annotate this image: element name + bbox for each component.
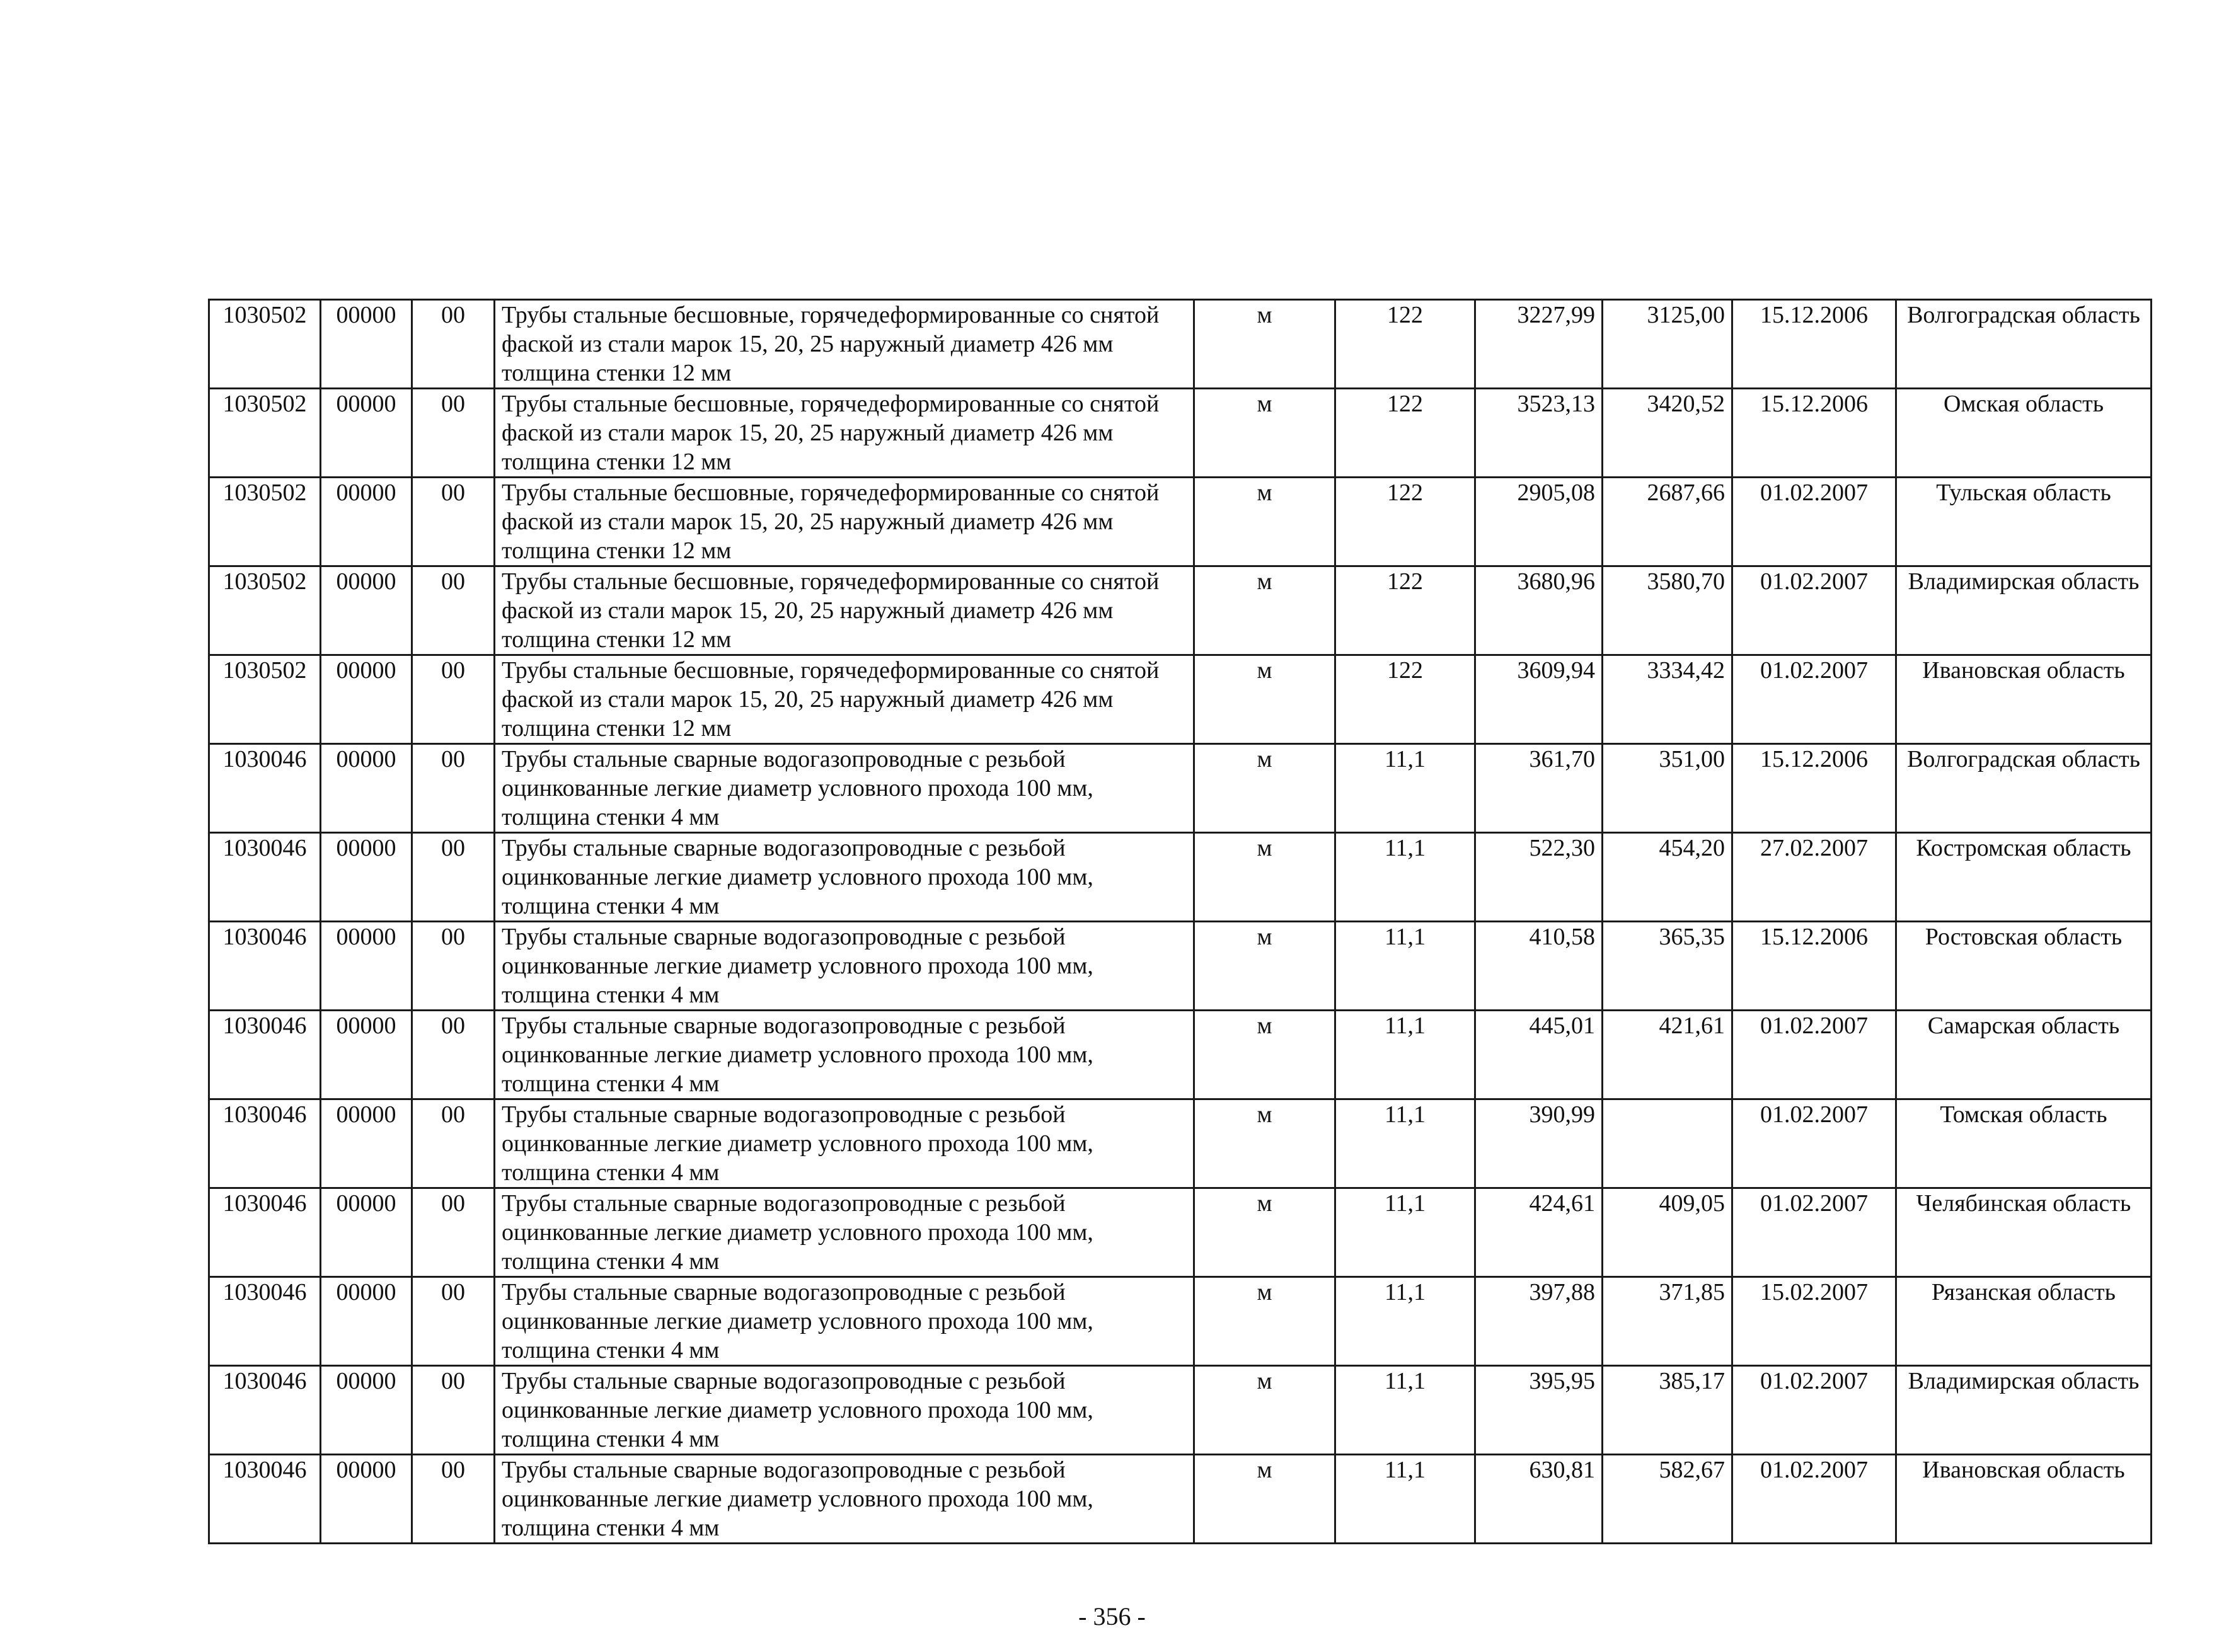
resource-code-cell: 1030046 — [209, 1099, 321, 1188]
price-cell: 522,30 — [1475, 833, 1603, 922]
region-cell: Омская область — [1896, 389, 2152, 478]
norm-cell: 122 — [1335, 566, 1475, 655]
price-alt-cell: 409,05 — [1603, 1188, 1732, 1277]
table-row — [209, 566, 2152, 655]
date-cell: 01.02.2007 — [1732, 478, 1896, 566]
table-row — [209, 922, 2152, 1011]
norm-cell: 11,1 — [1335, 922, 1475, 1011]
date-cell: 01.02.2007 — [1732, 1455, 1896, 1544]
price-cell: 630,81 — [1475, 1455, 1603, 1544]
price-cell: 3609,94 — [1475, 655, 1603, 744]
price-cell: 2905,08 — [1475, 478, 1603, 566]
table-row — [209, 1099, 2152, 1188]
resource-code-cell: 1030046 — [209, 744, 321, 833]
norm-cell: 122 — [1335, 300, 1475, 389]
sub-code-cell: 00000 — [321, 744, 412, 833]
unit-cell: м — [1194, 1455, 1335, 1544]
price-cell: 424,61 — [1475, 1188, 1603, 1277]
unit-cell: м — [1194, 833, 1335, 922]
suffix-code-cell: 00 — [412, 744, 495, 833]
price-cell: 3680,96 — [1475, 566, 1603, 655]
region-cell: Ивановская область — [1896, 1455, 2152, 1544]
unit-cell: м — [1194, 1188, 1335, 1277]
resource-code-cell: 1030046 — [209, 1011, 321, 1099]
suffix-code-cell: 00 — [412, 833, 495, 922]
price-cell: 361,70 — [1475, 744, 1603, 833]
region-cell: Томская область — [1896, 1099, 2152, 1188]
unit-cell: м — [1194, 389, 1335, 478]
table-row — [209, 744, 2152, 833]
suffix-code-cell: 00 — [412, 922, 495, 1011]
unit-cell: м — [1194, 478, 1335, 566]
suffix-code-cell: 00 — [412, 1188, 495, 1277]
date-cell: 15.02.2007 — [1732, 1277, 1896, 1366]
region-cell: Самарская область — [1896, 1011, 2152, 1099]
suffix-code-cell: 00 — [412, 478, 495, 566]
norm-cell: 122 — [1335, 389, 1475, 478]
table-row — [209, 833, 2152, 922]
material-name-cell: Трубы стальные сварные водогазопроводные с резьбой оцинкованные легкие диаметр условного прохода 100 мм, толщина стенки 4 мм — [495, 1455, 1194, 1544]
date-cell: 15.12.2006 — [1732, 300, 1896, 389]
suffix-code-cell: 00 — [412, 1366, 495, 1455]
material-name-cell: Трубы стальные сварные водогазопроводные с резьбой оцинкованные легкие диаметр условного прохода 100 мм, толщина стенки 4 мм — [495, 1099, 1194, 1188]
price-alt-cell: 385,17 — [1603, 1366, 1732, 1455]
table-row — [209, 1455, 2152, 1544]
date-cell: 27.02.2007 — [1732, 833, 1896, 922]
region-cell: Челябинская область — [1896, 1188, 2152, 1277]
unit-cell: м — [1194, 655, 1335, 744]
price-alt-cell: 3125,00 — [1603, 300, 1732, 389]
resource-code-cell: 1030046 — [209, 1366, 321, 1455]
date-cell: 01.02.2007 — [1732, 655, 1896, 744]
sub-code-cell: 00000 — [321, 1277, 412, 1366]
resource-code-cell: 1030502 — [209, 300, 321, 389]
suffix-code-cell: 00 — [412, 1011, 495, 1099]
price-alt-cell: 454,20 — [1603, 833, 1732, 922]
region-cell: Владимирская область — [1896, 1366, 2152, 1455]
unit-cell: м — [1194, 300, 1335, 389]
resource-code-cell: 1030046 — [209, 833, 321, 922]
norm-cell: 11,1 — [1335, 1188, 1475, 1277]
region-cell: Волгоградская область — [1896, 300, 2152, 389]
region-cell: Ивановская область — [1896, 655, 2152, 744]
table-row — [209, 389, 2152, 478]
material-name-cell: Трубы стальные сварные водогазопроводные с резьбой оцинкованные легкие диаметр условного прохода 100 мм, толщина стенки 4 мм — [495, 1366, 1194, 1455]
unit-cell: м — [1194, 744, 1335, 833]
table-row — [209, 1011, 2152, 1099]
suffix-code-cell: 00 — [412, 1455, 495, 1544]
region-cell: Рязанская область — [1896, 1277, 2152, 1366]
price-alt-cell: 2687,66 — [1603, 478, 1732, 566]
price-cell: 3523,13 — [1475, 389, 1603, 478]
resource-code-cell: 1030046 — [209, 1277, 321, 1366]
unit-cell: м — [1194, 1011, 1335, 1099]
norm-cell: 122 — [1335, 655, 1475, 744]
date-cell: 15.12.2006 — [1732, 744, 1896, 833]
suffix-code-cell: 00 — [412, 566, 495, 655]
price-alt-cell — [1603, 1099, 1732, 1188]
sub-code-cell: 00000 — [321, 655, 412, 744]
norm-cell: 11,1 — [1335, 833, 1475, 922]
price-alt-cell: 365,35 — [1603, 922, 1732, 1011]
suffix-code-cell: 00 — [412, 389, 495, 478]
price-alt-cell: 351,00 — [1603, 744, 1732, 833]
price-cell: 445,01 — [1475, 1011, 1603, 1099]
norm-cell: 122 — [1335, 478, 1475, 566]
unit-cell: м — [1194, 1366, 1335, 1455]
price-cell: 3227,99 — [1475, 300, 1603, 389]
table-row — [209, 300, 2152, 389]
date-cell: 01.02.2007 — [1732, 1188, 1896, 1277]
resource-code-cell: 1030502 — [209, 389, 321, 478]
sub-code-cell: 00000 — [321, 1099, 412, 1188]
material-name-cell: Трубы стальные бесшовные, горячедеформированные со снятой фаской из стали марок 15, 20, 25 наружный диаметр 426 мм толщина стенки 12 мм — [495, 478, 1194, 566]
sub-code-cell: 00000 — [321, 833, 412, 922]
price-alt-cell: 371,85 — [1603, 1277, 1732, 1366]
region-cell: Костромская область — [1896, 833, 2152, 922]
sub-code-cell: 00000 — [321, 1188, 412, 1277]
resource-code-cell: 1030046 — [209, 922, 321, 1011]
suffix-code-cell: 00 — [412, 1277, 495, 1366]
unit-cell: м — [1194, 1277, 1335, 1366]
material-name-cell: Трубы стальные бесшовные, горячедеформированные со снятой фаской из стали марок 15, 20, 25 наружный диаметр 426 мм толщина стенки 12 мм — [495, 566, 1194, 655]
sub-code-cell: 00000 — [321, 922, 412, 1011]
sub-code-cell: 00000 — [321, 1455, 412, 1544]
price-cell: 397,88 — [1475, 1277, 1603, 1366]
suffix-code-cell: 00 — [412, 655, 495, 744]
price-alt-cell: 582,67 — [1603, 1455, 1732, 1544]
resource-code-cell: 1030502 — [209, 655, 321, 744]
material-name-cell: Трубы стальные сварные водогазопроводные с резьбой оцинкованные легкие диаметр условного прохода 100 мм, толщина стенки 4 мм — [495, 922, 1194, 1011]
date-cell: 01.02.2007 — [1732, 566, 1896, 655]
date-cell: 15.12.2006 — [1732, 922, 1896, 1011]
table-row — [209, 1277, 2152, 1366]
table-row — [209, 478, 2152, 566]
price-alt-cell: 3580,70 — [1603, 566, 1732, 655]
sub-code-cell: 00000 — [321, 1366, 412, 1455]
date-cell: 15.12.2006 — [1732, 389, 1896, 478]
suffix-code-cell: 00 — [412, 1099, 495, 1188]
sub-code-cell: 00000 — [321, 1011, 412, 1099]
table-row — [209, 1188, 2152, 1277]
unit-cell: м — [1194, 1099, 1335, 1188]
norm-cell: 11,1 — [1335, 1011, 1475, 1099]
material-name-cell: Трубы стальные сварные водогазопроводные с резьбой оцинкованные легкие диаметр условного прохода 100 мм, толщина стенки 4 мм — [495, 744, 1194, 833]
suffix-code-cell: 00 — [412, 300, 495, 389]
sub-code-cell: 00000 — [321, 478, 412, 566]
region-cell: Тульская область — [1896, 478, 2152, 566]
price-alt-cell: 3420,52 — [1603, 389, 1732, 478]
resource-code-cell: 1030502 — [209, 566, 321, 655]
resource-code-cell: 1030046 — [209, 1455, 321, 1544]
norm-cell: 11,1 — [1335, 744, 1475, 833]
table-row — [209, 655, 2152, 744]
price-cell: 395,95 — [1475, 1366, 1603, 1455]
page-number: - 356 - — [1078, 1602, 1146, 1631]
price-alt-cell: 421,61 — [1603, 1011, 1732, 1099]
price-table — [208, 299, 2152, 1544]
material-name-cell: Трубы стальные сварные водогазопроводные с резьбой оцинкованные легкие диаметр условного прохода 100 мм, толщина стенки 4 мм — [495, 1188, 1194, 1277]
norm-cell: 11,1 — [1335, 1099, 1475, 1188]
price-table-body — [209, 300, 2152, 1544]
region-cell: Владимирская область — [1896, 566, 2152, 655]
material-name-cell: Трубы стальные бесшовные, горячедеформированные со снятой фаской из стали марок 15, 20, 25 наружный диаметр 426 мм толщина стенки 12 мм — [495, 300, 1194, 389]
unit-cell: м — [1194, 922, 1335, 1011]
region-cell: Волгоградская область — [1896, 744, 2152, 833]
unit-cell: м — [1194, 566, 1335, 655]
material-name-cell: Трубы стальные сварные водогазопроводные с резьбой оцинкованные легкие диаметр условного прохода 100 мм, толщина стенки 4 мм — [495, 833, 1194, 922]
price-alt-cell: 3334,42 — [1603, 655, 1732, 744]
resource-code-cell: 1030046 — [209, 1188, 321, 1277]
norm-cell: 11,1 — [1335, 1277, 1475, 1366]
date-cell: 01.02.2007 — [1732, 1011, 1896, 1099]
table-row — [209, 1366, 2152, 1455]
date-cell: 01.02.2007 — [1732, 1366, 1896, 1455]
sub-code-cell: 00000 — [321, 566, 412, 655]
sub-code-cell: 00000 — [321, 300, 412, 389]
norm-cell: 11,1 — [1335, 1455, 1475, 1544]
region-cell: Ростовская область — [1896, 922, 2152, 1011]
material-name-cell: Трубы стальные бесшовные, горячедеформированные со снятой фаской из стали марок 15, 20, 25 наружный диаметр 426 мм толщина стенки 12 мм — [495, 389, 1194, 478]
price-cell: 390,99 — [1475, 1099, 1603, 1188]
material-name-cell: Трубы стальные бесшовные, горячедеформированные со снятой фаской из стали марок 15, 20, 25 наружный диаметр 426 мм толщина стенки 12 мм — [495, 655, 1194, 744]
price-cell: 410,58 — [1475, 922, 1603, 1011]
material-name-cell: Трубы стальные сварные водогазопроводные с резьбой оцинкованные легкие диаметр условного прохода 100 мм, толщина стенки 4 мм — [495, 1011, 1194, 1099]
sub-code-cell: 00000 — [321, 389, 412, 478]
material-name-cell: Трубы стальные сварные водогазопроводные с резьбой оцинкованные легкие диаметр условного прохода 100 мм, толщина стенки 4 мм — [495, 1277, 1194, 1366]
norm-cell: 11,1 — [1335, 1366, 1475, 1455]
date-cell: 01.02.2007 — [1732, 1099, 1896, 1188]
resource-code-cell: 1030502 — [209, 478, 321, 566]
